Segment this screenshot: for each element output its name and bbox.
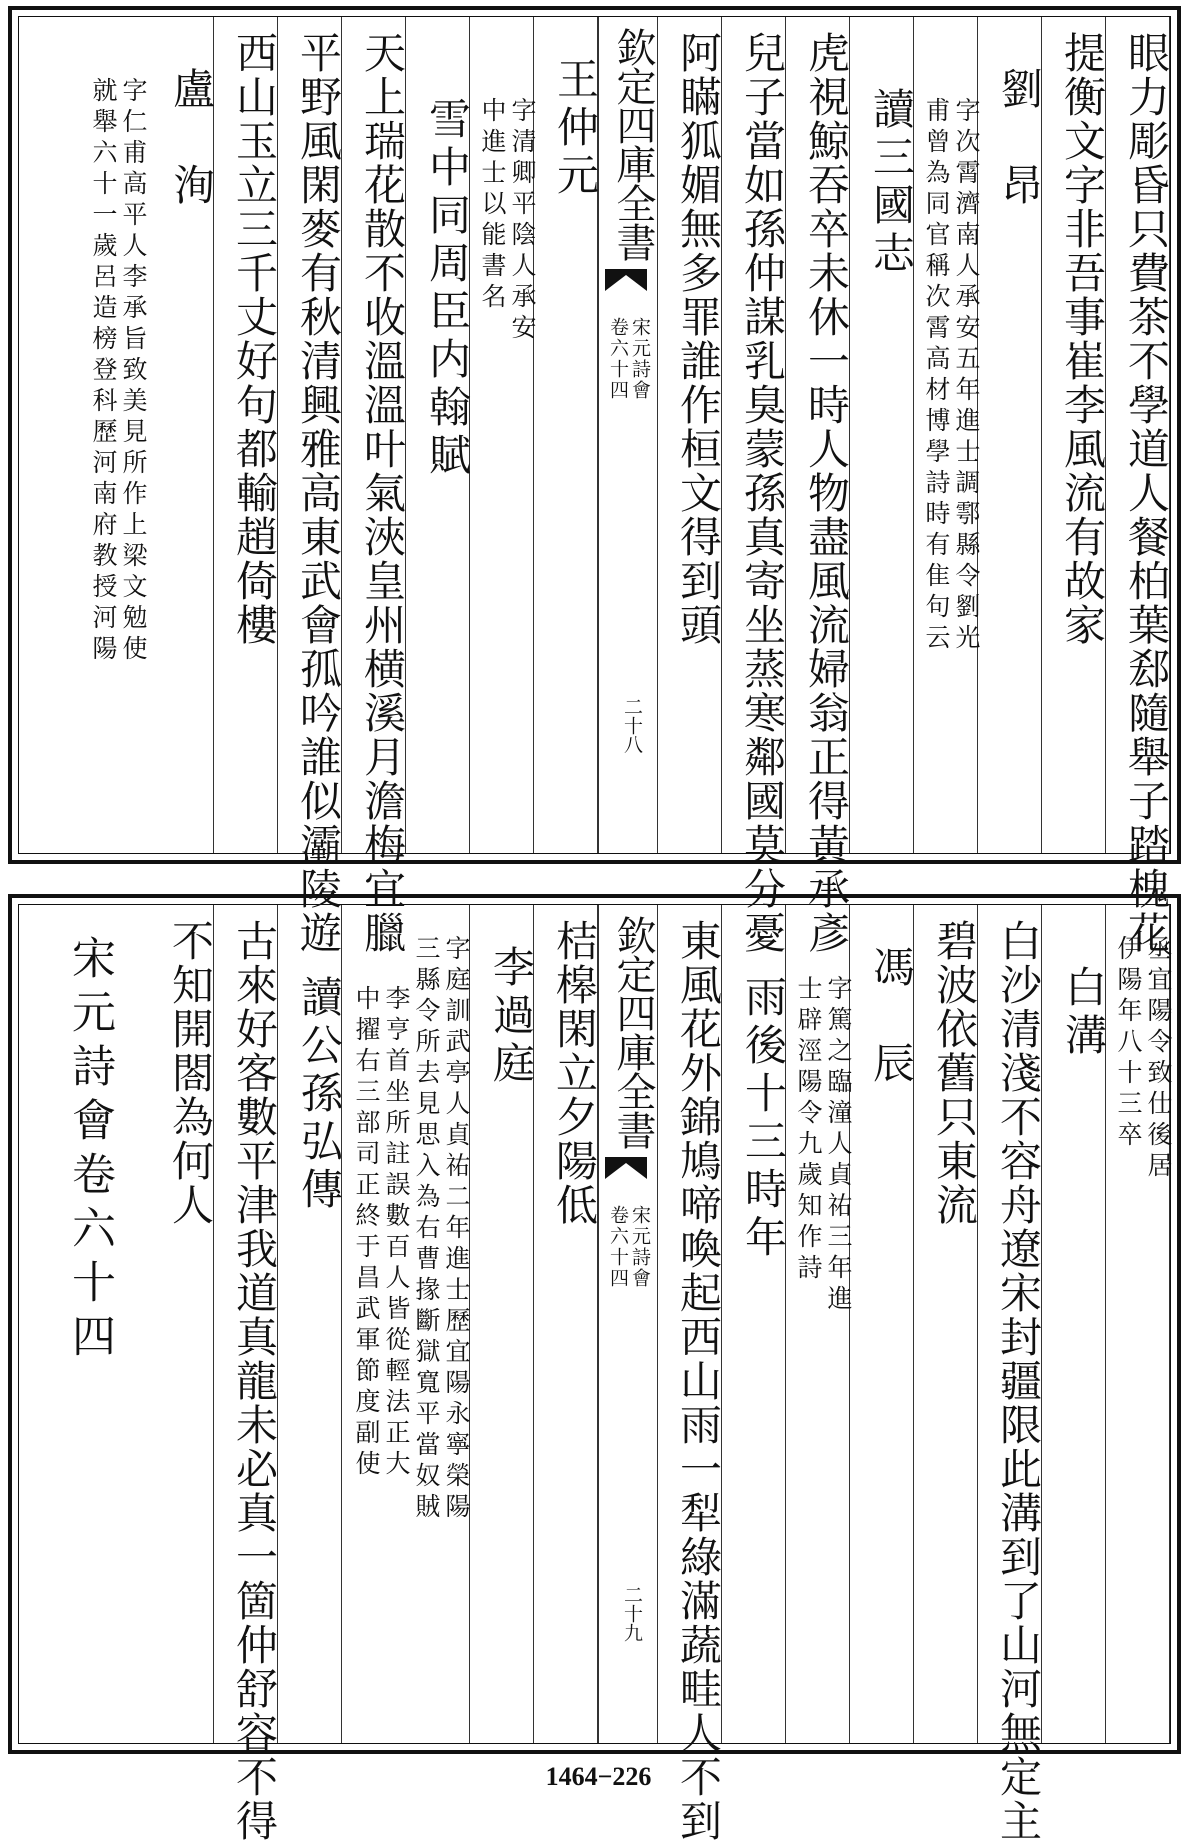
text-column [914,17,981,853]
biography-line: 字篤之臨潼人貞祐三年進 [824,975,853,1316]
poem-line: 虎視鯨吞卒未休一時人物盡風流婦翁正得黃承彥 [802,31,851,955]
text-column [150,905,214,1743]
text-column [1106,905,1173,1743]
top-page-panel [8,6,1181,955]
text-column [658,905,723,1843]
poem-line: 兒子當如孫仲謀乳臭蒙孫真寄坐蒸寒鄰國莫分憂 [738,31,787,955]
volume-end-title: 宋元詩會卷六十四 [64,935,115,1367]
text-column [1106,17,1171,955]
book-title-mark: 宋元詩會 [629,317,651,401]
biography-line: 字庭訓武亭人貞祐二年進士歷宜陽永寧榮陽 [442,935,471,1524]
page-number: 二十九 [621,1585,643,1642]
poem-line: 碧波依舊只東流 [930,919,979,1227]
text-column [17,17,150,853]
book-title-mark: 宋元詩會 [629,1205,651,1289]
poet-name: 馮 辰 [867,945,916,1089]
biography-line: 就舉六十一歲呂造榜登科歷河南府教授河陽 [89,77,118,666]
text-column [214,905,279,1843]
text-column [278,905,342,1743]
text-column [850,905,914,1743]
poet-name: 李過庭 [487,945,536,1089]
biography-line: 三縣令所去見思入為右曹掾斷獄寬平當奴賊 [412,935,441,1524]
poem-title: 讀公孫弘傳 [295,975,344,1215]
poem-line: 眼力彫昏只費茶不學道人餐柏葉郄隨舉子踏槐花 [1122,31,1171,955]
text-column [214,17,278,853]
text-column [278,17,343,955]
library-title: 欽定四庫全書 [610,27,656,261]
text-column [534,905,598,1743]
text-column [150,17,214,853]
poem-title: 讀三國志 [867,87,916,279]
text-column [786,17,851,955]
poem-line: 白沙清淺不容舟遼宋封疆限此溝到了山河無定主 [994,919,1043,1843]
biography-line: 中擢右三部司正終于昌武軍節度副使 [352,985,381,1481]
text-column [1042,17,1106,853]
poet-name: 王仲元 [551,57,600,201]
text-column [786,905,853,1743]
poem-line: 提衡文字非吾事崔李風流有故家 [1058,31,1107,647]
center-fold-column [598,905,658,1743]
reel-page-number: 1464−226 [545,1762,652,1791]
text-column [470,17,537,853]
poem-title: 雪中同周臣内翰賦 [423,97,472,481]
poem-title: 白溝 [1059,965,1108,1061]
text-column [658,17,722,853]
text-column [17,905,150,1743]
biography-line: 中進士以能書名 [478,97,507,314]
biography-line: 字次霄濟南人承安五年進士調鄠縣令劉光 [952,97,981,655]
text-column [722,905,786,1743]
poem-line: 不知開閤為何人 [166,919,215,1227]
poem-title: 雨後十三時年 [739,975,788,1263]
text-column [978,905,1043,1843]
top-page-frame [18,16,1171,955]
volume-mark: 卷六十四 [607,317,629,401]
text-column [406,17,470,853]
poem-line: 古來好客數平津我道真龍未必真一箇仲舒容不得 [230,919,279,1843]
text-column [342,905,470,1743]
page-number: 二十八 [621,697,643,754]
poem-line: 平野風閑麥有秋清興雅高東武會孤吟誰似灞陵遊 [294,31,343,955]
biography-line: 甫曾為同官稱次霄高材博學詩時有隹句云 [922,97,951,655]
poem-line: 天上瑞花散不收溫溫叶氣浹皇州横溪月澹梅宜臘 [358,31,407,955]
library-title: 欽定四庫全書 [610,915,656,1149]
text-column [978,17,1042,853]
poem-line: 西山玉立三千丈好句都輸趙倚樓 [230,31,279,647]
center-fold-column [598,17,658,853]
fish-tail-mark [605,1157,647,1179]
volume-mark: 卷六十四 [607,1205,629,1289]
biography-line: 丞宜陽令致仕後居 [1144,935,1173,1183]
text-column [342,17,407,955]
biography-line: 伊陽年八十三卒 [1114,935,1143,1152]
poem-line: 桔槔閑立夕陽低 [550,919,599,1227]
fish-tail-mark [605,269,647,291]
text-column [470,905,534,1743]
text-column [850,17,914,853]
poem-line: 阿瞞狐媚無多罪誰作桓文得到頭 [674,31,723,647]
text-column [534,17,598,853]
poet-name: 劉 昂 [995,67,1044,211]
text-column [722,17,787,955]
biography-line: 李亨首坐所註誤數百人皆從輕法正大 [382,985,411,1481]
text-column [914,905,978,1743]
text-column [1042,905,1106,1743]
biography-line: 士辟涇陽令九歲知作詩 [794,975,823,1285]
biography-line: 字仁甫高平人李承旨致美見所作上梁文勉使 [119,77,148,666]
poet-name: 盧 洵 [167,67,216,211]
biography-line: 字清卿平陰人承安 [508,97,537,345]
poem-line: 東風花外錦鳩啼喚起西山雨一犁綠滿蔬畦人不到 [674,919,723,1843]
